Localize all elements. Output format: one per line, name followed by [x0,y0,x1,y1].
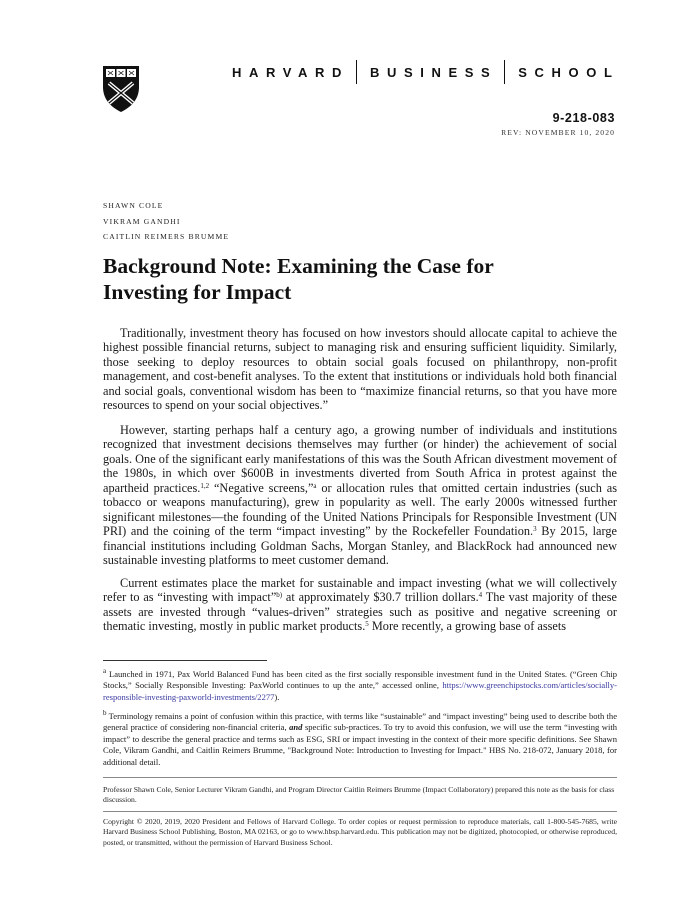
author-list [103,198,229,245]
emphasis-text: and [289,722,303,733]
author-name: VIKRAM GANDHI [103,216,181,226]
author-name: CAITLIN REIMERS BRUMME [103,232,230,241]
school-wordmark [232,60,620,84]
wordmark-divider [356,60,357,84]
wordmark-business: BUSINESS [370,64,498,80]
divider-line [103,777,617,778]
title-line: Investing for Impact [103,279,292,304]
endnote-ref: 5 [365,620,369,629]
footnote-a: $^a$ Launched in 1971, Pax World Balanced Fund has been cited as the first socially responsible investment fund in the United States. (“Green Chip Stocks,” Socially Responsible Investing: PaxWorld continues to up the ante,” accessed online, https://www.greenchipstocks.com/articles/socially-responsible-investing-paxworld-investments/2277). [103,667,617,702]
wordmark-divider [504,60,505,84]
body-paragraph-1 [103,326,617,413]
title-line: Background Note: Examining the Case for [103,254,494,278]
wordmark-harvard: HARVARD [232,64,350,80]
endnote-ref: 3 [533,525,537,534]
paragraph-text: Traditionally, investment theory has focused on how investors should allocate capital to achieve the highest possible financial returns, subject to managing risk and ensuring sufficient liquidity. Similarly, those seeking to deploy resources to obtain social goals focused on philanthropy, non-profit management, and cost-benefit analyses. To the extent that institutions or individuals hold both financial and social goals, conventional wisdom has been to “maximize financial returns, so that you have more resources to spend on your social objectives.” [103,326,617,413]
revision-date: REV: NOVEMBER 10, 2020 [501,128,615,137]
document-title [103,254,603,305]
footnote-link[interactable]: https://www.greenchipstocks.com/articles/socially-responsible-investing-paxworld-investments/2277 [103,680,617,702]
wordmark-school: SCHOOL [518,64,620,80]
endnote-ref: 4 [478,591,483,600]
paragraph-text: However, starting perhaps half a century ago, a growing number of individuals and institutions recognized that investment decisions themselves may further (or hinder) the achievement of social goals. One of the significant early manifestations of this was the South African divestment movement of the 1980s, in which over $600B in investments diverted from South Africa in protest against the apartheid practices.$^{1,2}$ “Negative screens,”$^a$ or allocation rules that omitted certain industries (such as tobacco or weapons manufacturing), grew in popularity as well. The early 2000s witnessed further significant milestones—the founding of the United Nations Principals for Responsible Investment (UN PRI) and the coining of the term “impact investing” by the Rockefeller Foundation.$^3$ By 2015, large financial institutions including Goldman Sachs, Morgan Stanley, and BlackRock had announced new sustainable investing platforms to meet customer demand. [103,423,617,568]
footnote-separator [103,660,267,661]
shield-icon [102,65,140,113]
footnote-ref: a [313,481,317,490]
footnote-ref: b) [276,591,283,600]
endnote-ref: 1,2 [200,481,210,490]
copyright-notice: Copyright © 2020, 2019, 2020 President and Fellows of Harvard College. To order copies or request permission to reproduce materials, call 1-800-545-7685, write Harvard Business School Publishing, Boston, MA 02163, or go to www.hbsp.harvard.edu. This publication may not be digitized, photocopied, or otherwise reproduced, posted, or transmitted, without the permission of Harvard Business School. [103,817,617,847]
author-name: SHAWN COLE [103,201,164,210]
case-number: 9-218-083 [552,111,615,125]
footnote-marker: a [103,667,107,675]
footnote-marker: b [103,709,107,717]
body-paragraph-2 [103,423,617,568]
divider-line [103,811,617,812]
harvard-shield-logo [102,65,140,113]
preparer-note: Professor Shawn Cole, Senior Lecturer Vikram Gandhi, and Program Director Caitlin Reimers Brumme (Impact Collaboratory) prepared this note as the basis for class discussion. [103,785,615,805]
body-paragraph-3 [103,576,617,634]
footnote-b: $^b$ Terminology remains a point of confusion within this practice, with terms like “sustainable” and “impact investing” being used to describe both the general practice of considering non-financial criteria, and specific sub-practices. To try to avoid this confusion, we will use the term “investing with impact” to describe the general practice and terms such as ESG, SRI or impact investing in the context of their more specific definitions. See Shawn Cole, Vikram Gandhi, and Caitlin Reimers Brumme, "Background Note: Introduction to Investing for Impact." HBS No. 218-072, January 2018, for additional detail. [103,709,617,767]
paragraph-text: Current estimates place the market for sustainable and impact investing (what we will collectively refer to as “investing with impact”$^{b)}$ at approximately $30.7 trillion dollars.$^4$ The vast majority of these assets are invested through “values-driven” strategies such as positive and negative screening or thematic investing, mostly in public market products.$^5$ More recently, a growing base of assets [103,576,617,634]
